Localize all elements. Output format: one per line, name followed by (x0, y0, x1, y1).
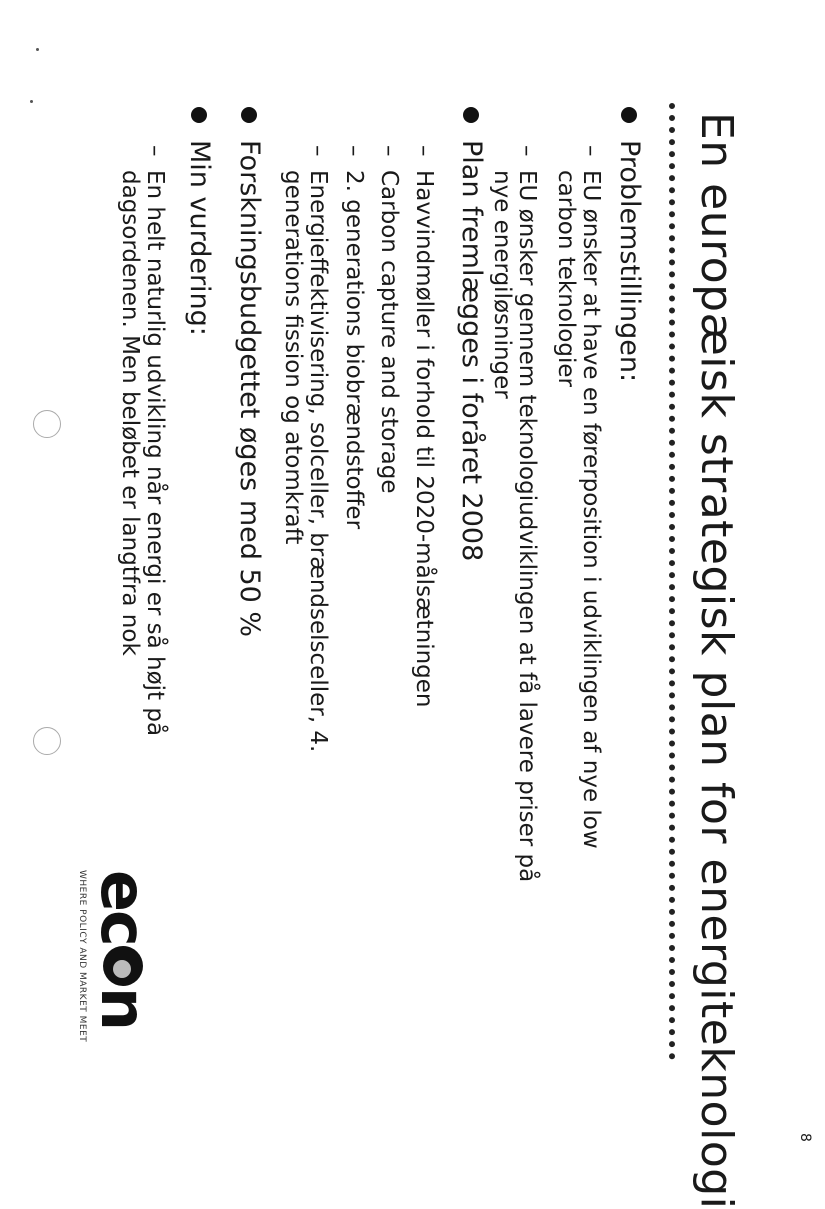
sub-line: dagsordenen. Men beløbet er langtfra nok (117, 170, 143, 656)
sub-bullet: – EU ønsker gennem teknologiudviklingen at få lavere priser på nye energiløsninger (489, 145, 540, 883)
bullet-dot (463, 107, 479, 123)
sub-line: nye energiløsninger (489, 170, 515, 399)
logo-tagline: WHERE POLICY AND MARKET MEET (77, 870, 87, 1043)
bullet-plan (455, 140, 487, 561)
bullet-dot (191, 107, 207, 123)
sub-line: generations fission og atomkraft (280, 170, 306, 545)
bullet-vurdering (183, 140, 215, 336)
sub-line: 2. generations biobrændstoffer (341, 170, 367, 530)
bullet-forskningsbudget (233, 140, 265, 637)
bullet-dot (621, 107, 637, 123)
page-number: 8 (797, 1133, 813, 1142)
sub-bullet: – 2. generations biobrændstoffer (341, 145, 367, 530)
bullet-dot (241, 107, 257, 123)
dotted-divider (669, 103, 675, 1060)
sub-bullet: – Energieffektivisering, solceller, brændselsceller, 4. generations fission og atomkraft (280, 145, 331, 753)
sub-line: EU ønsker at have en førerposition i udviklingen af nye low (578, 170, 604, 849)
bullet-text: Min vurdering: (184, 140, 215, 336)
sub-line: carbon teknologier (553, 170, 579, 387)
bullet-text: Forskningsbudgettet øges med 50 % (234, 140, 265, 638)
logo-word-end: n (87, 986, 160, 1029)
logo-o-mark-icon (103, 946, 143, 986)
slide-title: En europæisk strategisk plan for energiteknologi (691, 112, 742, 1209)
sub-line: Havvindmøller i forhold til 2020-målsætningen (411, 170, 437, 708)
logo-word-start: ec (87, 870, 160, 945)
sub-line: EU ønsker gennem teknologiudviklingen at få lavere priser på (514, 170, 540, 883)
econ-logo (45, 870, 160, 1110)
sub-line: En helt naturlig udvikling når energi er så højt på (142, 170, 168, 737)
sub-bullet: – En helt naturlig udvikling når energi er så højt på dagsordenen. Men beløbet er langtfra nok (117, 145, 168, 737)
sub-line: Carbon capture and storage (376, 170, 402, 494)
bullet-problemstillingen (613, 140, 645, 382)
sub-bullet: – Carbon capture and storage (376, 145, 402, 494)
bullet-text: Plan fremlægges i foråret 2008 (456, 140, 487, 562)
sub-bullet: – EU ønsker at have en førerposition i udviklingen af nye low carbon teknologier (553, 145, 604, 849)
sub-line: Energieffektivisering, solceller, brændselsceller, 4. (305, 170, 331, 753)
sub-bullet: – Havvindmøller i forhold til 2020-målsætningen (411, 145, 437, 708)
bullet-text: Problemstillingen: (614, 140, 645, 383)
